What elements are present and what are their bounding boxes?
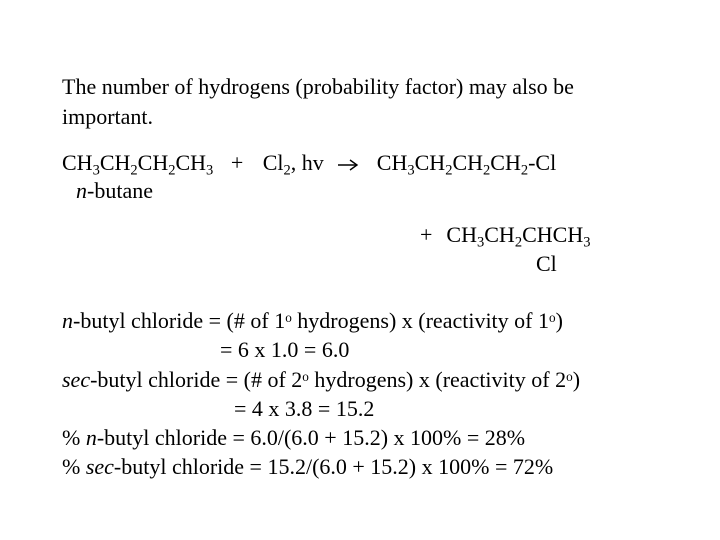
percent-n-butyl: % n-butyl chloride = 6.0/(6.0 + 15.2) x 100% = 28% xyxy=(62,425,526,450)
product-2-formula: + $CH_3CH_2CHCH_3$ xyxy=(420,222,591,251)
reagent-formula: $Cl_2$, hv xyxy=(262,150,324,179)
plus-sign: + xyxy=(230,150,244,175)
product-1-formula: $CH_3CH_2CH_2CH_2-Cl$ xyxy=(376,150,557,179)
reactant-formula: $CH_3CH_2CH_2CH_3$ xyxy=(62,150,214,179)
reaction-equation xyxy=(62,150,557,179)
intro-line-1: The number of hydrogens (probability factor) may also be xyxy=(62,74,574,99)
product-2-chlorine-substituent: Cl xyxy=(536,251,557,276)
percent-sec-butyl: % sec-butyl chloride = 15.2/(6.0 + 15.2) x 100% = 72% xyxy=(62,454,554,479)
sec-butyl-calc: sec-butyl chloride = (# of 2$^o$ hydrogens) x (reactivity of 2$^o$) xyxy=(62,367,581,392)
reactant-name: n-butane xyxy=(76,178,153,203)
sec-butyl-result: = 4 x 3.8 = 15.2 xyxy=(234,396,375,421)
n-butyl-calc: n-butyl chloride = (# of 1$^o$ hydrogens) x (reactivity of 1$^o$) xyxy=(62,308,563,333)
n-butyl-result: = 6 x 1.0 = 6.0 xyxy=(220,337,350,362)
arrow-right-icon xyxy=(337,159,359,171)
intro-line-2: important. xyxy=(62,104,154,129)
